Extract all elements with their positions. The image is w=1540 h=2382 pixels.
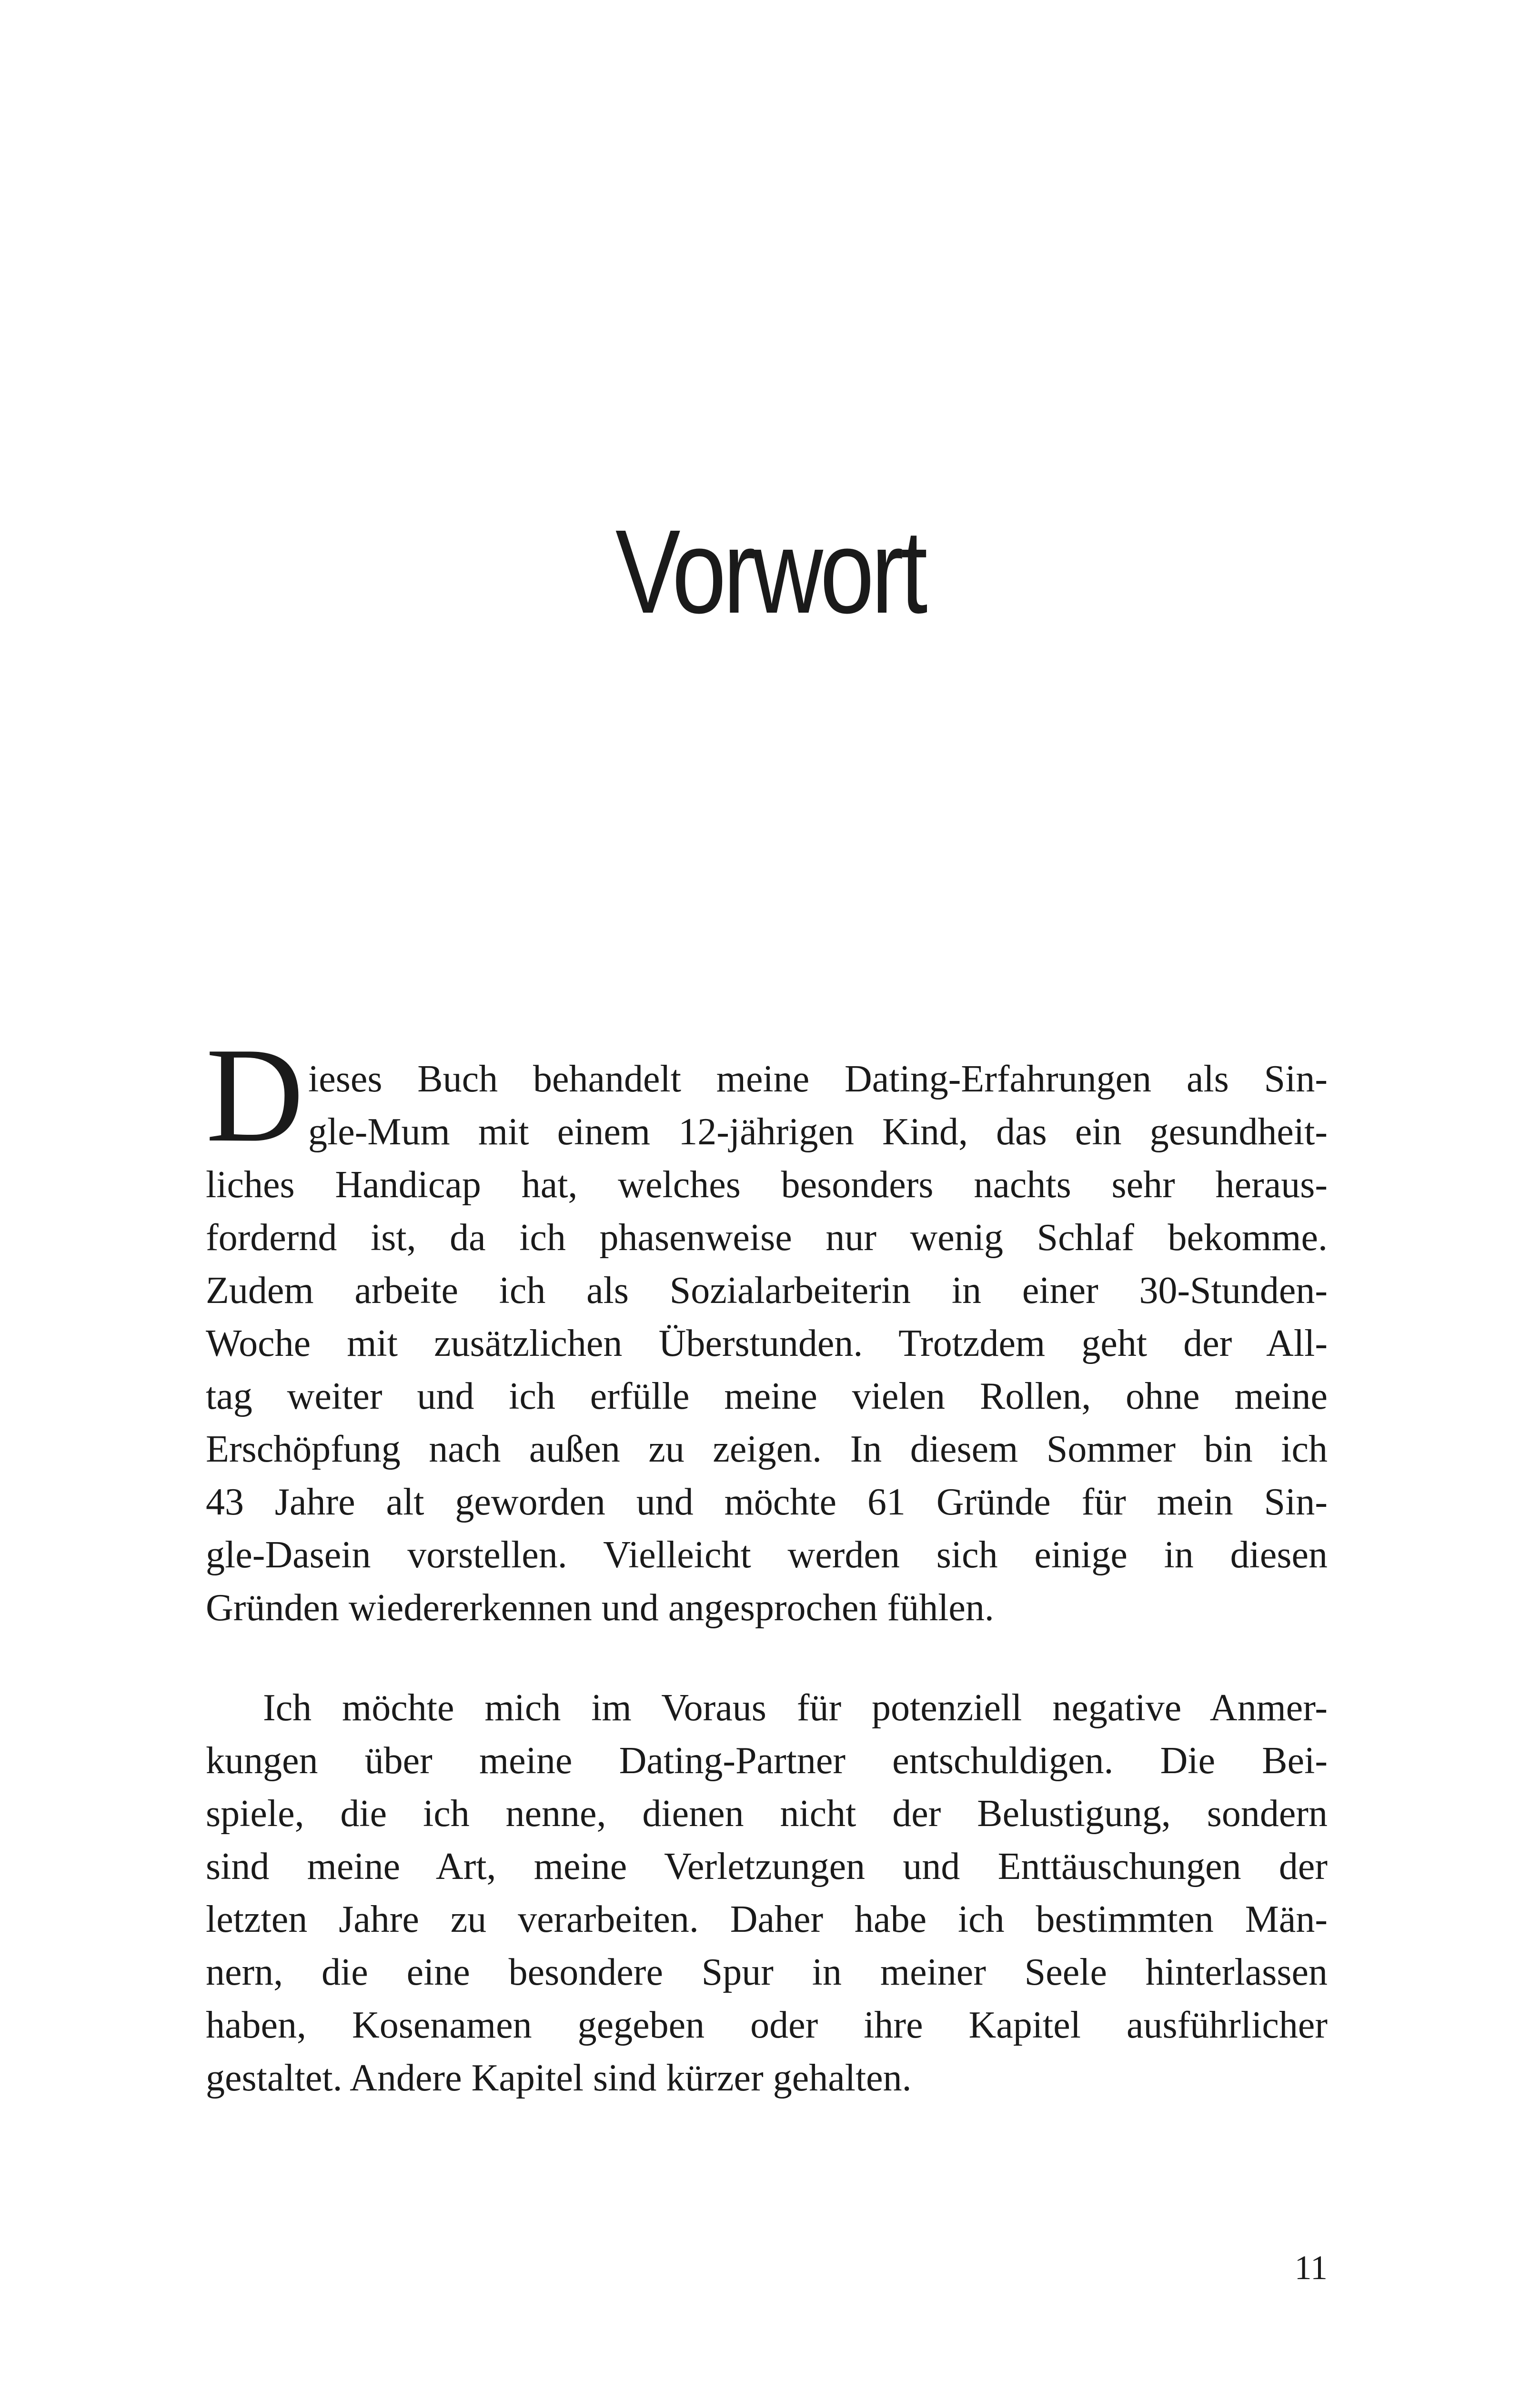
paragraph-line: ieses Buch behandelt meine Dating-Erfahrungen als Sin-: [308, 1058, 1328, 1100]
paragraph-line: kungen über meine Dating-Partner entschuldigen. Die Bei-: [206, 1740, 1328, 1782]
drop-cap: D: [206, 1019, 304, 1170]
paragraph-line: Zudem arbeite ich als Sozialarbeiterin in einer 30-Stunden-: [206, 1270, 1328, 1312]
paragraph-line: spiele, die ich nenne, dienen nicht der Belustigung, sondern: [206, 1793, 1328, 1835]
paragraph-line: fordernd ist, da ich phasenweise nur wenig Schlaf bekomme.: [206, 1217, 1328, 1259]
paragraph-line: nern, die eine besondere Spur in meiner Seele hinterlassen: [206, 1951, 1328, 1993]
paragraph-line: gestaltet. Andere Kapitel sind kürzer gehalten.: [206, 2057, 912, 2099]
paragraph-2: [206, 1682, 1328, 2105]
paragraph-line: Ich möchte mich im Voraus für potenziell negative Anmer-: [263, 1687, 1328, 1729]
paragraph-line: haben, Kosenamen gegeben oder ihre Kapitel ausführlicher: [206, 2004, 1328, 2046]
paragraph-line: Gründen wiedererkennen und angesprochen fühlen.: [206, 1587, 994, 1629]
paragraph-line: letzten Jahre zu verarbeiten. Daher habe ich bestimmten Män-: [206, 1898, 1328, 1940]
page-number: 11: [1294, 2249, 1328, 2287]
paragraph-line: gle-Mum mit einem 12-jährigen Kind, das ein gesundheit-: [308, 1111, 1328, 1153]
paragraph-line: gle-Dasein vorstellen. Vielleicht werden sich einige in diesen: [206, 1534, 1328, 1576]
paragraph-line: Woche mit zusätzlichen Überstunden. Trotzdem geht der All-: [206, 1322, 1328, 1364]
paragraph-line: tag weiter und ich erfülle meine vielen Rollen, ohne meine: [206, 1375, 1328, 1417]
paragraph-line: 43 Jahre alt geworden und möchte 61 Gründe für mein Sin-: [206, 1481, 1328, 1523]
paragraph-line: Erschöpfung nach außen zu zeigen. In diesem Sommer bin ich: [206, 1428, 1328, 1470]
paragraph-line: sind meine Art, meine Verletzungen und Enttäuschungen der: [206, 1846, 1328, 1887]
chapter-title: Vorwort: [615, 505, 925, 638]
paragraph-line: liches Handicap hat, welches besonders nachts sehr heraus-: [206, 1164, 1328, 1206]
paragraph-1: [206, 1053, 1328, 1635]
